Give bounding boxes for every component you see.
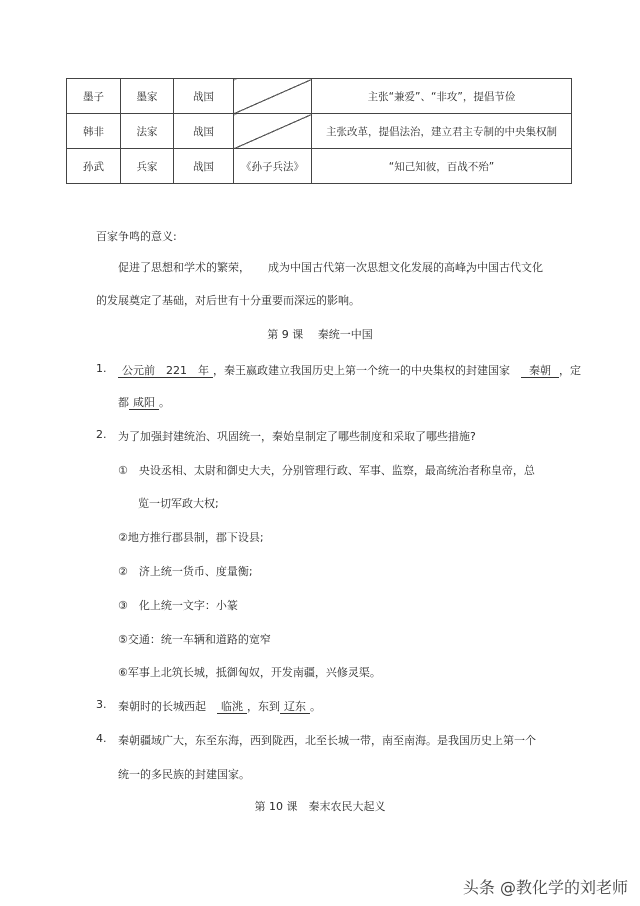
school-cell: 兵家 — [121, 149, 174, 184]
q2-measure-1-cont: 览一切军政大权; — [138, 497, 219, 510]
q1-line1: 公元前 221 年 ，秦王嬴政建立我国历史上第一个统一的中央集权的封建国家 秦朝 ，定 — [118, 362, 581, 378]
q4-line1: 秦朝疆域广大，东至东海，西到陇西，北至长城一带，南至南海。是我国历史上第一个 — [118, 734, 536, 747]
q3-text: 秦朝时的长城西起 临洮 ，东到 辽东 。 — [118, 700, 321, 713]
q2-measure-2: ②地方推行郡县制，郡下设县; — [118, 531, 264, 544]
q3-blank-west: 临洮 — [217, 700, 247, 714]
school-cell: 墨家 — [121, 79, 174, 114]
idea-cell: “知己知彼，百战不殆” — [312, 149, 572, 184]
work-cell-empty — [234, 79, 312, 114]
q2-question: 为了加强封建统治、巩固统一，秦始皇制定了哪些制度和采取了哪些措施? — [118, 430, 476, 443]
q1-blank-capital: 咸阳 — [129, 396, 159, 410]
q3-blank-east: 辽东 — [280, 700, 310, 714]
q2-measure-4: ③ 化上统一文字：小篆 — [118, 599, 238, 612]
era-cell: 战国 — [174, 114, 234, 149]
work-cell: 《孙子兵法》 — [234, 149, 312, 184]
schools-table — [66, 78, 572, 184]
significance-heading: 百家争鸣的意义: — [96, 230, 177, 243]
q2-measure-6: ⑥军事上北筑长城，抵御匈奴，开发南疆，兴修灵渠。 — [118, 666, 381, 679]
significance-text-2: 成为中国古代第一次思想文化发展的高峰， — [268, 261, 477, 274]
idea-cell: 主张改革，提倡法治，建立君主专制的中央集权制 — [312, 114, 572, 149]
era-cell: 战国 — [174, 149, 234, 184]
person-cell: 孙武 — [67, 149, 121, 184]
q4-line2: 统一的多民族的封建国家。 — [118, 768, 250, 781]
q4-number: 4. — [96, 732, 107, 745]
table-row — [67, 149, 572, 184]
lesson9-title: 第 9 课 秦统一中国 — [267, 328, 373, 341]
watermark: 头条 @教化学的刘老师 — [462, 878, 628, 897]
person-cell: 墨子 — [67, 79, 121, 114]
q1-line2: 都 咸阳 。 — [118, 396, 170, 409]
school-cell: 法家 — [121, 114, 174, 149]
q1-number: 1. — [96, 362, 107, 375]
table-row — [67, 114, 572, 149]
idea-cell: 主张“兼爱”、“非攻”，提倡节俭 — [312, 79, 572, 114]
q2-measure-3: ② 济上统一货币、度量衡; — [118, 565, 253, 578]
significance-text-4: 的发展奠定了基础，对后世有十分重要而深远的影响。 — [96, 294, 360, 307]
work-cell-empty — [234, 114, 312, 149]
significance-text-1: 促进了思想和学术的繁荣， — [118, 261, 250, 274]
significance-text-3: 为中国古代文化 — [466, 261, 543, 274]
q2-measure-1: ① 央设丞相、太尉和御史大夫，分别管理行政、军事、监察，最高统治者称皇帝，总 — [118, 464, 535, 477]
q2-measure-5: ⑤交通：统一车辆和道路的宽窄 — [118, 633, 271, 646]
q3-number: 3. — [96, 698, 107, 711]
lesson10-title: 第 10 课 秦末农民大起义 — [254, 800, 386, 813]
q1-blank-state: 秦朝 — [521, 364, 559, 378]
table-row — [67, 79, 572, 114]
q1-blank-time: 公元前 221 年 — [118, 364, 213, 378]
person-cell: 韩非 — [67, 114, 121, 149]
era-cell: 战国 — [174, 79, 234, 114]
q2-number: 2. — [96, 428, 107, 441]
